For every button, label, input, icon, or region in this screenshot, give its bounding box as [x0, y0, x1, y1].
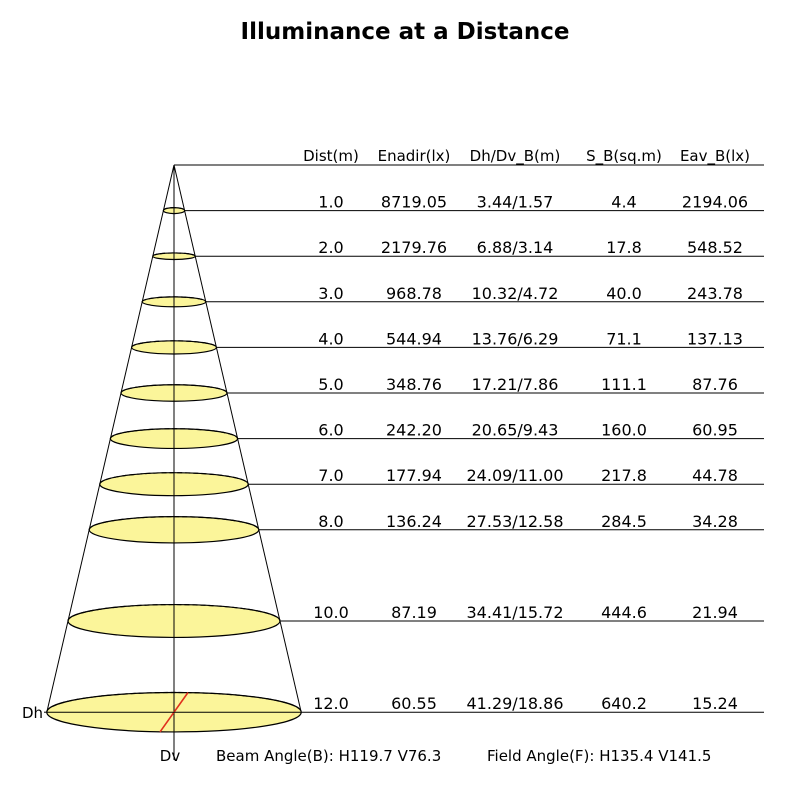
table-cell: 24.09/11.00	[466, 466, 564, 486]
table-cell: 71.1	[606, 329, 642, 349]
table-cell: 243.78	[687, 283, 743, 303]
table-cell: 27.53/12.58	[466, 511, 564, 531]
column-header: Dist(m)	[303, 147, 359, 165]
table-cell: 12.0	[313, 694, 349, 714]
table-cell: 2179.76	[380, 238, 448, 258]
page-title: Illuminance at a Distance	[240, 19, 570, 45]
table-cell: 87.19	[391, 603, 437, 622]
table-cell: 41.29/18.86	[466, 694, 564, 714]
table-cell: 60.95	[692, 420, 738, 440]
table-cell: 4.4	[611, 192, 637, 212]
table-cell: 17.8	[606, 238, 642, 258]
table-cell: 160.0	[601, 420, 647, 440]
table-cell: 2194.06	[681, 192, 749, 212]
cone	[44, 165, 301, 760]
table-cell: 111.1	[601, 375, 647, 394]
table-cell: 60.55	[391, 694, 437, 714]
table-cell: 348.76	[386, 375, 442, 394]
dv-label: Dv	[159, 747, 181, 765]
table-cell: 7.0	[318, 466, 344, 486]
table-cell: 137.13	[687, 329, 743, 349]
table-cell: 177.94	[386, 466, 442, 486]
table-cell: 87.76	[692, 375, 738, 394]
dh-label: Dh	[22, 704, 44, 722]
table-cell: 8.0	[318, 511, 344, 531]
table-cell: 4.0	[318, 329, 344, 349]
table-cell: 8719.05	[380, 192, 448, 212]
table-cell: 5.0	[318, 375, 344, 394]
table-cell: 13.76/6.29	[471, 329, 559, 349]
table-cell: 10.0	[313, 603, 349, 622]
table-cell: 44.78	[692, 466, 738, 486]
table-cell: 21.94	[692, 603, 738, 622]
table-cell: 40.0	[606, 283, 642, 303]
table-cell: 1.0	[318, 192, 344, 212]
table-cell: 2.0	[318, 238, 344, 258]
table-cell: 34.28	[692, 511, 738, 531]
table-cell: 544.94	[386, 329, 442, 349]
table-cell: 284.5	[601, 511, 647, 531]
table-cell: 3.44/1.57	[476, 192, 554, 212]
table-cell: 242.20	[386, 420, 442, 440]
table-cell: 17.21/7.86	[471, 375, 559, 394]
beam-angle-text: Beam Angle(B): H119.7 V76.3	[216, 747, 442, 765]
column-header: Enadir(lx)	[377, 147, 451, 165]
table-cell: 444.6	[601, 603, 647, 622]
table-cell: 6.88/3.14	[476, 238, 554, 258]
column-header: Dh/Dv_B(m)	[469, 147, 561, 165]
table-cell: 20.65/9.43	[471, 420, 559, 440]
table-cell: 548.52	[687, 238, 743, 258]
table-cell: 640.2	[601, 694, 647, 714]
table-cell: 15.24	[692, 694, 738, 714]
table-cell: 968.78	[386, 283, 442, 303]
table-cell: 6.0	[318, 420, 344, 440]
table-cell: 3.0	[318, 283, 344, 303]
table-cell: 34.41/15.72	[466, 603, 564, 622]
field-angle-text: Field Angle(F): H135.4 V141.5	[487, 747, 712, 765]
table-cell: 217.8	[601, 466, 647, 486]
table-cell: 10.32/4.72	[471, 283, 559, 303]
column-header: S_B(sq.m)	[586, 147, 662, 165]
table-cell: 136.24	[386, 511, 442, 531]
column-header: Eav_B(lx)	[679, 147, 751, 165]
